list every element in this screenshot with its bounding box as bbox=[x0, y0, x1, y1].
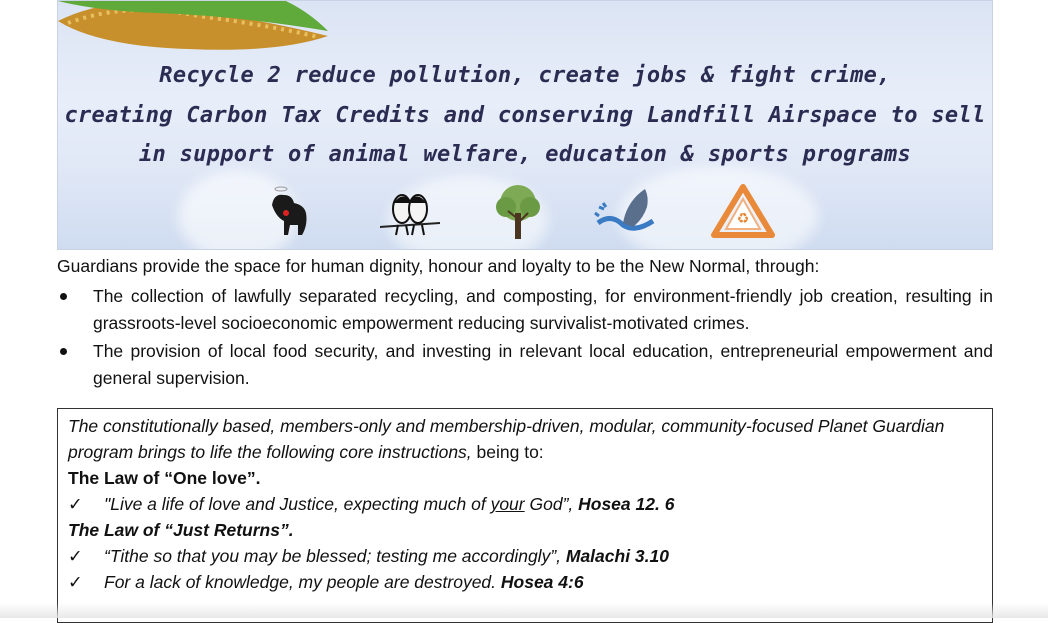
slogan-line-1: Recycle 2 reduce pollution, create jobs & fight crime, bbox=[159, 63, 891, 88]
checkmark-icon: ✓ bbox=[68, 572, 83, 592]
slogan-line-2: creating Carbon Tax Credits and conserving Landfill Airspace to sell bbox=[64, 103, 986, 128]
svg-text:♻: ♻ bbox=[736, 211, 750, 227]
scripture-reference: Hosea 4:6 bbox=[500, 572, 584, 592]
bullet-icon bbox=[60, 293, 67, 300]
box-intro: The constitutionally based, members-only and membership-driven, modular, community-focused Planet Guardian program brings to life the following core instructions, being to: bbox=[68, 416, 945, 462]
list-item: The collection of lawfully separated recycling, and composting, for environment-friendly job creation, resulting in grassroots-level socioeconomic empowerment reducing survivalist-motivated crimes. bbox=[57, 283, 993, 337]
tree-icon bbox=[488, 183, 548, 241]
birds-on-wire-icon bbox=[380, 183, 440, 239]
dog-icon bbox=[264, 183, 314, 239]
intro-text: Guardians provide the space for human dignity, honour and loyalty to be the New Normal, through: bbox=[57, 256, 820, 276]
checkmark-icon: ✓ bbox=[68, 546, 83, 566]
checklist-item: ✓ “Tithe so that you may be blessed; testing me accordingly”, Malachi 3.10 bbox=[68, 543, 982, 569]
checklist-item: ✓ For a lack of knowledge, my people are destroyed. Hosea 4:6 bbox=[68, 569, 982, 595]
law-one-love-heading: The Law of “One love”. bbox=[68, 468, 261, 488]
bullet-list bbox=[57, 283, 993, 393]
scripture-reference: Hosea 12. 6 bbox=[578, 494, 675, 514]
list-item: The provision of local food security, and investing in relevant local education, entrepreneurial empowerment and general supervision. bbox=[57, 338, 993, 392]
banner-image bbox=[57, 0, 993, 250]
scripture-reference: Malachi 3.10 bbox=[565, 546, 669, 566]
slogan-line-3: in support of animal welfare, education & sports programs bbox=[138, 142, 912, 167]
recycle-triangle-icon bbox=[710, 183, 776, 241]
dolphin-wave-icon bbox=[593, 183, 663, 239]
law-just-returns-heading: The Law of “Just Returns”. bbox=[68, 520, 294, 540]
floating-island-illustration bbox=[57, 0, 338, 56]
core-instructions-box bbox=[57, 408, 993, 623]
checklist-item: ✓ "Live a life of love and Justice, expecting much of your God”, Hosea 12. 6 bbox=[68, 491, 982, 517]
page-bottom-shadow bbox=[0, 603, 1048, 618]
bullet-icon bbox=[60, 348, 67, 355]
checkmark-icon: ✓ bbox=[68, 494, 83, 514]
